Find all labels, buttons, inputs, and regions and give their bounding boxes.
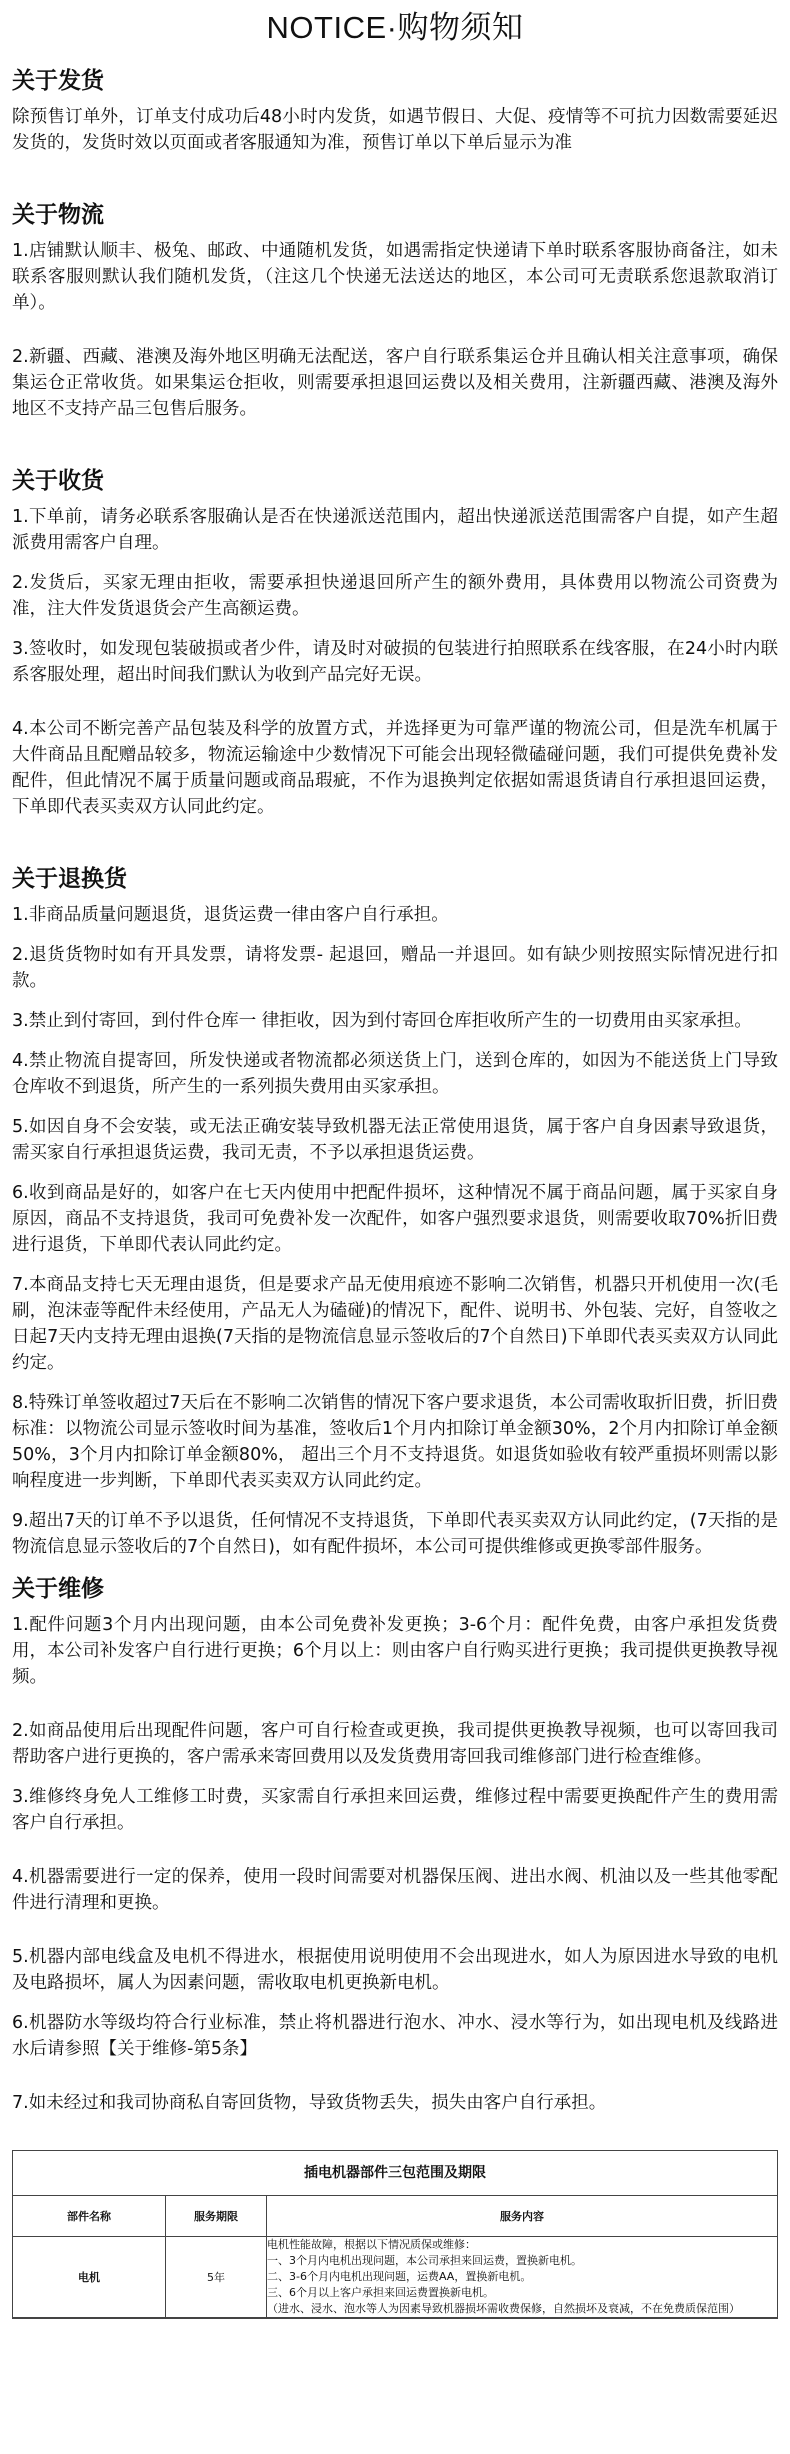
warranty-table-title: 插电机器部件三包范围及期限: [13, 2151, 777, 2196]
receiving-paragraph-3: 3.签收时，如发现包装破损或者少件，请及时对破损的包装进行拍照联系在线客服，在24小时内联系客服处理，超出时间我们默认为收到产品完好无误。: [12, 639, 778, 685]
repair-paragraph-6: 6.机器防水等级均符合行业标准，禁止将机器进行泡水、冲水、浸水等行为，如出现电机及线路进水后请参照【关于维修-第5条】: [12, 2013, 778, 2059]
cell-service-term: 5年: [166, 2237, 267, 2318]
receiving-paragraph-2: 2.发货后，买家无理由拒收，需要承担快递退回所产生的额外费用，具体费用以物流公司资费为准，注大件发货退货会产生高额运费。: [12, 573, 778, 619]
warranty-table-grid: [13, 2196, 777, 2318]
receiving-paragraph-4: 4.本公司不断完善产品包装及科学的放置方式，并选择更为可靠严谨的物流公司，但是洗车机属于大件商品且配赠品较多，物流运输途中少数情况下可能会出现轻微磕碰问题，我们可提供免费补发配件，但此情况不属于质量问题或商品瑕疵，不作为退换判定依据如需退货请自行承担退回运费，下单即代表买卖双方认同此约定。: [12, 719, 778, 817]
warranty-table: [12, 2150, 778, 2319]
cell-part-name: 电机: [13, 2237, 166, 2318]
returns-paragraph-8: 8.特殊订单签收超过7天后在不影响二次销售的情况下客户要求退货，本公司需收取折旧费，折旧费标准：以物流公司显示签收时间为基准，签收后1个月内扣除订单金额30%，2个月内扣除订单金额50%，3个月内扣除订单金额80%， 超出三个月不支持退货。如退货如验收有较严重损坏则需以影响程度进一步判断，下单即代表买卖双方认同此约定。: [12, 1393, 778, 1491]
returns-paragraph-5: 5.如因自身不会安装，或无法正确安装导致机器无法正常使用退货，属于客户自身因素导致退货，需买家自行承担退货运费，我司无责，不予以承担退货运费。: [12, 1117, 778, 1163]
repair-paragraph-3: 3.维修终身免人工维修工时费，买家需自行承担来回运费，维修过程中需要更换配件产生的费用需客户自行承担。: [12, 1787, 778, 1833]
service-content-line: 二、3-6个月内电机出现问题，运费AA，置换新电机。: [267, 2270, 532, 2283]
logistics-paragraph-2: 2.新疆、西藏、港澳及海外地区明确无法配送，客户自行联系集运仓并且确认相关注意事项，确保集运仓正常收货。如果集运仓拒收，则需要承担退回运费以及相关费用，注新疆西藏、港澳及海外地区不支持产品三包售后服务。: [12, 347, 778, 419]
receiving-paragraph-1: 1.下单前，请务必联系客服确认是否在快递派送范围内，超出快递派送范围需客户自提，如产生超派费用需客户自理。: [12, 507, 778, 553]
returns-paragraph-3: 3.禁止到付寄回，到付件仓库一 律拒收，因为到付寄回仓库拒收所产生的一切费用由买家承担。: [12, 1011, 752, 1031]
section-logistics: [12, 200, 778, 422]
section-receiving: [12, 466, 778, 820]
warranty-table-header-row: [13, 2196, 777, 2237]
page-title: NOTICE·购物须知: [266, 10, 524, 45]
returns-paragraph-4: 4.禁止物流自提寄回，所发快递或者物流都必须送货上门，送到仓库的，如因为不能送货上门导致仓库收不到退货，所产生的一系列损失费用由买家承担。: [12, 1051, 778, 1097]
section-heading-receiving: 关于收货: [12, 468, 104, 494]
table-row: [13, 2237, 777, 2318]
header-service-content: 服务内容: [267, 2196, 778, 2237]
repair-paragraph-1: 1.配件问题3个月内出现问题，由本公司免费补发更换；3-6个月：配件免费，由客户承担发货费用，本公司补发客户自行进行更换；6个月以上：则由客户自行购买进行更换；我司提供更换教导视频。: [12, 1615, 778, 1687]
returns-paragraph-1: 1.非商品质量问题退货，退货运费一律由客户自行承担。: [12, 905, 449, 925]
returns-paragraph-9: 9.超出7天的订单不予以退货，任何情况不支持退货，下单即代表买卖双方认同此约定，(7天指的是物流信息显示签收后的7个自然日)，如有配件损坏，本公司可提供维修或更换零部件服务。: [12, 1511, 778, 1557]
section-heading-repair: 关于维修: [12, 1576, 104, 1602]
returns-paragraph-6: 6.收到商品是好的，如客户在七天内使用中把配件损坏，这种情况不属于商品问题，属于买家自身原因，商品不支持退货，我司可免费补发一次配件，如客户强烈要求退货，则需要收取70%折旧费进行退货，下单即代表认同此约定。: [12, 1183, 778, 1255]
service-content-line: 电机性能故障，根据以下情况质保或维修：: [267, 2238, 476, 2251]
service-content-line: （进水、浸水、泡水等人为因素导致机器损坏需收费保修，自然损坏及衰减，不在免费质保范围）: [267, 2302, 740, 2315]
shipping-paragraph: 除预售订单外，订单支付成功后48小时内发货，如遇节假日、大促、疫情等不可抗力因数需要延迟发货的，发货时效以页面或者客服通知为准，预售订单以下单后显示为准: [12, 107, 778, 153]
section-shipping: [12, 66, 778, 156]
cell-service-content: [267, 2237, 778, 2318]
repair-paragraph-5: 5.机器内部电线盒及电机不得进水，根据使用说明使用不会出现进水，如人为原因进水导致的电机及电路损坏，属人为因素问题，需收取电机更换新电机。: [12, 1947, 778, 1993]
section-heading-returns: 关于退换货: [12, 866, 127, 892]
section-heading-shipping: 关于发货: [12, 68, 104, 94]
purchase-notice-page: [0, 8, 790, 2319]
returns-paragraph-7: 7.本商品支持七天无理由退货，但是要求产品无使用痕迹不影响二次销售，机器只开机使用一次(毛刷，泡沫壶等配件未经使用，产品无人为磕碰)的情况下，配件、说明书、外包装、完好，自签收之日起7天内支持无理由退换(7天指的是物流信息显示签收后的7个自然日)下单即代表买卖双方认同此约定。: [12, 1275, 778, 1373]
repair-paragraph-7: 7.如未经过和我司协商私自寄回货物，导致货物丢失，损失由客户自行承担。: [12, 2093, 607, 2113]
section-repair: [12, 1574, 778, 2116]
service-content-line: 一、3个月内电机出现问题，本公司承担来回运费，置换新电机。: [267, 2254, 582, 2267]
repair-paragraph-2: 2.如商品使用后出现配件问题，客户可自行检查或更换，我司提供更换教导视频，也可以寄回我司帮助客户进行更换的，客户需承来寄回费用以及发货费用寄回我司维修部门进行检查维修。: [12, 1721, 778, 1767]
header-service-term: 服务期限: [166, 2196, 267, 2237]
header-part-name: 部件名称: [13, 2196, 166, 2237]
repair-paragraph-4: 4.机器需要进行一定的保养，使用一段时间需要对机器保压阀、进出水阀、机油以及一些其他零配件进行清理和更换。: [12, 1867, 778, 1913]
section-returns: [12, 864, 778, 1560]
service-content-line: 三、6个月以上客户承担来回运费置换新电机。: [267, 2286, 494, 2299]
returns-paragraph-2: 2.退货货物时如有开具发票，请将发票- 起退回，赠品一并退回。如有缺少则按照实际情况进行扣款。: [12, 945, 778, 991]
section-heading-logistics: 关于物流: [12, 202, 104, 228]
logistics-paragraph-1: 1.店铺默认顺丰、极兔、邮政、中通随机发货，如遇需指定快递请下单时联系客服协商备注，如未联系客服则默认我们随机发货，（注这几个快递无法送达的地区，本公司可无责联系您退款取消订单）。: [12, 241, 778, 313]
